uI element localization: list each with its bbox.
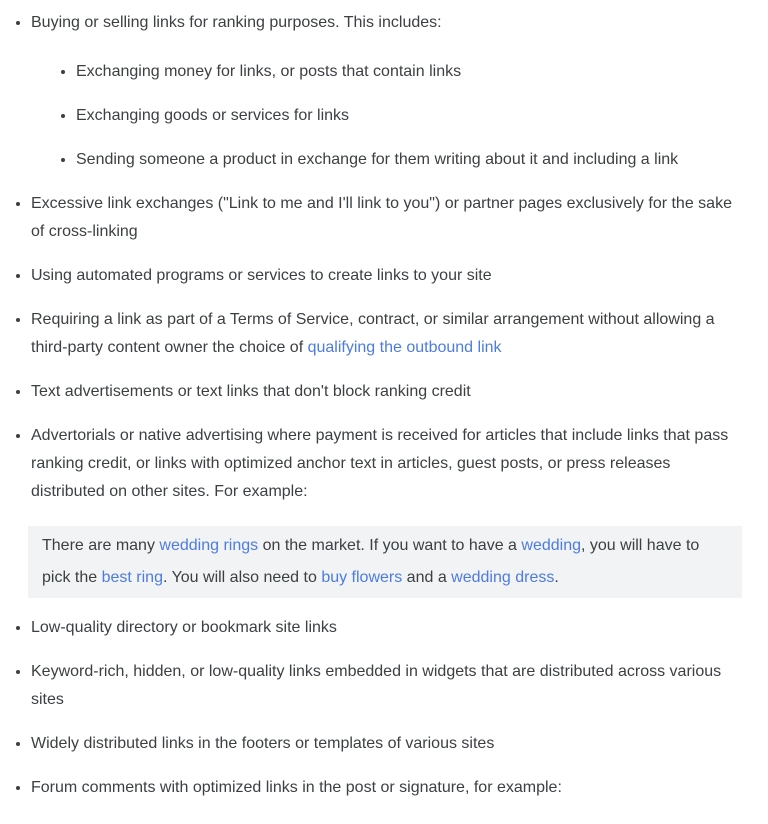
policy-list (0, 8, 742, 802)
example-text: . (554, 569, 559, 586)
example-box (28, 526, 742, 598)
buy-flowers-link[interactable]: buy flowers (321, 569, 403, 586)
list-item-keyword-rich-widgets (31, 657, 742, 714)
list-item-excessive-exchanges (31, 189, 742, 246)
example-text: . You will also need to (162, 569, 322, 586)
wedding-rings-link[interactable]: wedding rings (159, 537, 259, 554)
list-item-text: Forum comments with optimized links in the post or signature, for example: (31, 779, 562, 796)
qualifying-outbound-link[interactable]: qualifying the outbound link (307, 339, 502, 356)
list-item-sending-product (76, 145, 742, 174)
list-item-text: Exchanging money for links, or posts that contain links (76, 63, 462, 80)
list-item-text: Requiring a link as part of a Terms of Service, contract, or similar arrangement without allowing a third-party content owner the choice of (31, 311, 715, 356)
list-item-text: Keyword-rich, hidden, or low-quality links embedded in widgets that are distributed across various sites (31, 663, 722, 708)
list-item-text: Excessive link exchanges ("Link to me and I'll link to you") or partner pages exclusively for the sake of cross-linking (31, 195, 732, 240)
list-item-automated-programs (31, 261, 742, 290)
list-item-text: Widely distributed links in the footers or templates of various sites (31, 735, 495, 752)
list-item-text: Advertorials or native advertising where payment is received for articles that include links that pass ranking credit, or links with optimized anchor text in articles, guest posts, or press releases distributed on other sites. For example: (31, 427, 729, 500)
example-text: There are many (42, 537, 160, 554)
list-item-forum-comments (31, 773, 742, 802)
list-item-text: Exchanging goods or services for links (76, 107, 350, 124)
example-text: , you will have to pick the (42, 537, 700, 586)
example-text: on the market. If you want to have a (258, 537, 522, 554)
list-item-buying-selling (31, 8, 742, 174)
list-item-exchanging-goods (76, 101, 742, 130)
list-item-text: Using automated programs or services to create links to your site (31, 267, 492, 284)
document-body (0, 8, 742, 802)
wedding-link[interactable]: wedding (521, 537, 581, 554)
list-item-text: Text advertisements or text links that don't block ranking credit (31, 383, 471, 400)
wedding-dress-link[interactable]: wedding dress (451, 569, 555, 586)
list-item-text: Low-quality directory or bookmark site links (31, 619, 337, 636)
list-item-text-advertisements (31, 377, 742, 406)
list-item-widely-distributed (31, 729, 742, 758)
list-item-low-quality-directory (31, 613, 742, 642)
buying-selling-sub-list (31, 57, 742, 174)
list-item-advertorials (31, 421, 742, 598)
list-item-text: Buying or selling links for ranking purposes. This includes: (31, 14, 442, 31)
best-ring-link[interactable]: best ring (101, 569, 163, 586)
list-item-requiring-link (31, 305, 742, 362)
example-text: and a (402, 569, 452, 586)
list-item-text: Sending someone a product in exchange for them writing about it and including a link (76, 151, 679, 168)
list-item-exchanging-money (76, 57, 742, 86)
